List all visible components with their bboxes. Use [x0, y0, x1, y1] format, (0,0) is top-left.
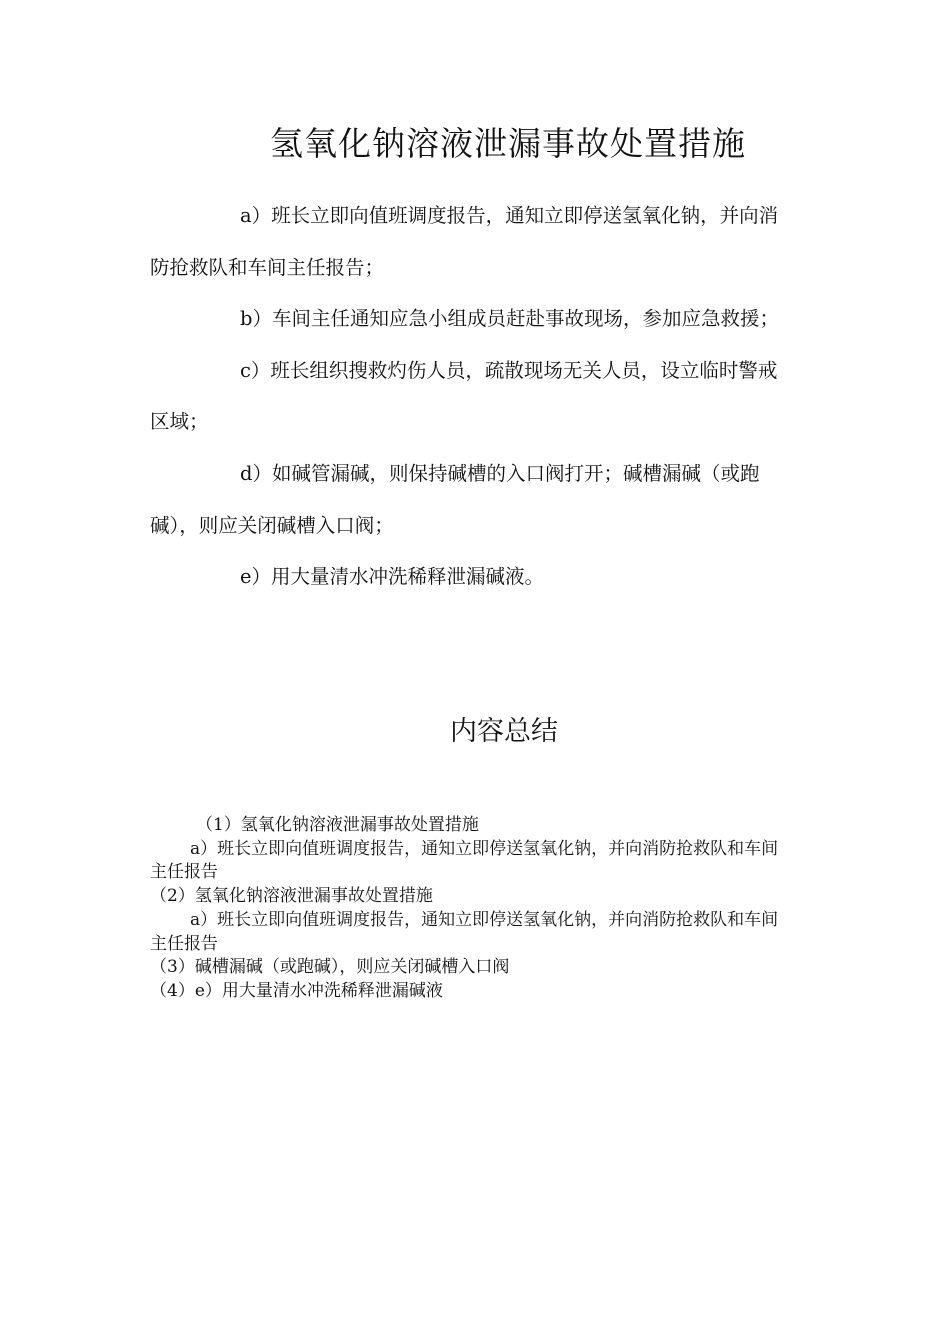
document-title: 氢氧化钠溶液泄漏事故处置措施 — [270, 124, 746, 163]
summary-section — [150, 814, 790, 1004]
summary-line: （2）氢氧化钠溶液泄漏事故处置措施 — [150, 886, 433, 907]
summary-title: 内容总结 — [450, 716, 558, 747]
procedure-step-a: a）班长立即向值班调度报告，通知立即停送氢氧化钠，并向消防抢救队和车间主任报告； — [150, 204, 779, 279]
summary-line: （1）氢氧化钠溶液泄漏事故处置措施 — [196, 815, 479, 835]
procedure-step-d: d）如碱管漏碱，则保持碱槽的入口阀打开；碱槽漏碱（或跑碱），则应关闭碱槽入口阀； — [150, 461, 760, 537]
procedure-step-c: c）班长组织搜救灼伤人员，疏散现场无关人员，设立临时警戒区域； — [150, 358, 778, 434]
procedure-step-b: b）车间主任通知应急小组成员赶赴事故现场，参加应急救援； — [240, 307, 779, 331]
summary-line: a）班长立即向值班调度报告，通知立即停送氢氧化钠，并向消防抢救队和车间主任报告 — [150, 909, 779, 954]
summary-line: （4）e）用大量清水冲洗稀释泄漏碱液 — [150, 980, 443, 1001]
summary-line: （3）碱槽漏碱（或跑碱），则应关闭碱槽入口阀 — [150, 957, 510, 978]
procedure-steps — [150, 190, 790, 603]
summary-line: a）班长立即向值班调度报告，通知立即停送氢氧化钠，并向消防抢救队和车间主任报告 — [150, 838, 779, 883]
procedure-step-e: e）用大量清水冲洗稀释泄漏碱液。 — [240, 565, 545, 589]
